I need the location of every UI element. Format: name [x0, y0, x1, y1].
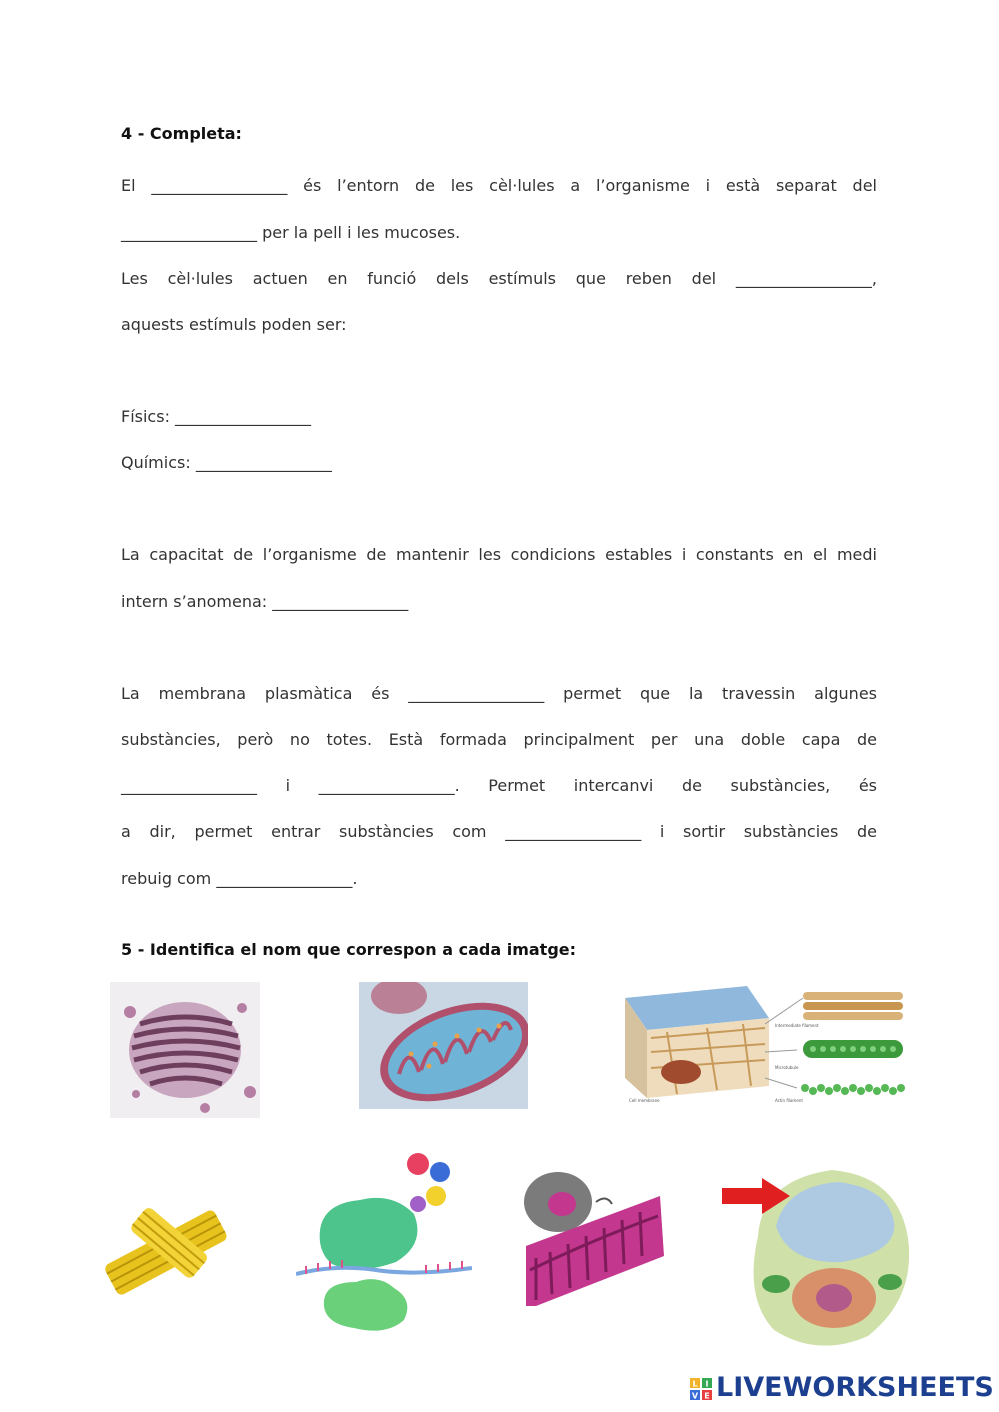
endoplasmic-reticulum-icon	[522, 1160, 668, 1308]
section-4-heading: 4 - Completa:	[121, 124, 242, 143]
text-line: La membrana plasmàtica és _________________ permet que la travessin algunes	[121, 684, 877, 703]
badge-letter: E	[704, 1391, 710, 1400]
text-line: _________________ i _________________. Permet intercanvi de substàncies, és	[121, 776, 877, 795]
badge-letter: V	[691, 1391, 699, 1400]
logo-text: LIVEWORKSHEETS	[716, 1372, 994, 1403]
text-line: El _________________ és l’entorn de les cèl·lules a l’organisme i està separat del	[121, 176, 877, 195]
text-line: rebuig com _________________.	[121, 869, 358, 888]
ribosome-icon	[296, 1152, 472, 1334]
text-line: aquests estímuls poden ser:	[121, 315, 347, 334]
cytoskeleton-label: Intermediate filament	[775, 1023, 819, 1028]
badge-letter: I	[705, 1379, 709, 1389]
logo-badge-icon	[690, 1378, 712, 1400]
text-line: intern s’anomena: _________________	[121, 592, 409, 611]
cytoskeleton-label: Cell membrane	[629, 1098, 660, 1103]
vacuole-icon	[722, 1166, 918, 1354]
liveworksheets-logo	[690, 1372, 994, 1404]
text-line: La capacitat de l’organisme de mantenir les condicions estables i constants en el medi	[121, 545, 877, 564]
cytoskeleton-label: Microtubule	[775, 1065, 799, 1070]
cytoskeleton-label: Actin filament	[775, 1098, 803, 1103]
mitochondrion-icon	[359, 982, 528, 1109]
centriole-icon	[88, 1188, 240, 1310]
section-5-heading: 5 - Identifica el nom que correspon a cada imatge:	[121, 940, 577, 959]
cytoskeleton-icon	[617, 978, 917, 1106]
text-line: Les cèl·lules actuen en funció dels estímuls que reben del _________________,	[121, 269, 877, 288]
text-line: Físics: _________________	[121, 407, 312, 426]
text-line: _________________ per la pell i les mucoses.	[121, 223, 461, 242]
text-line: substàncies, però no totes. Està formada principalment per una doble capa de	[121, 730, 877, 749]
golgi-apparatus-icon	[110, 982, 260, 1118]
text-line: Químics: _________________	[121, 453, 332, 472]
badge-letter: L	[692, 1379, 698, 1389]
text-line: a dir, permet entrar substàncies com _________________ i sortir substàncies de	[121, 822, 877, 841]
